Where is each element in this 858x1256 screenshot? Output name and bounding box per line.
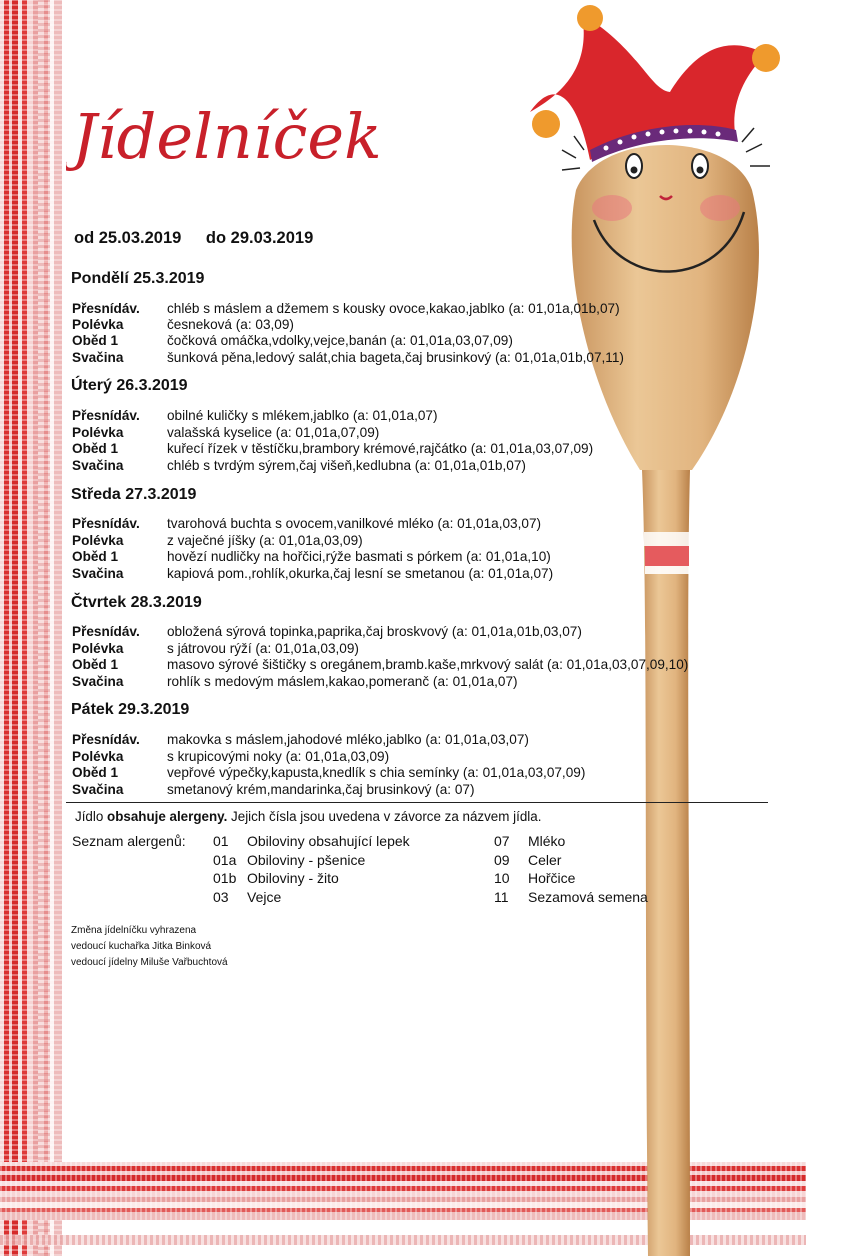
meal-row: [72, 458, 526, 474]
meal-row: [72, 333, 513, 349]
allergen-item: [494, 870, 575, 886]
meal-label: Polévka: [72, 317, 124, 332]
allergen-code: 10: [494, 870, 510, 886]
page-title-text: Jídelníček: [72, 100, 382, 173]
cheek-right: [700, 195, 740, 221]
day-title: Středa 27.3.2019: [71, 486, 197, 503]
meal-dish: rohlík s medovým máslem,kakao,pomeranč (a: 01,01a,07): [167, 674, 518, 689]
meal-dish: obilné kuličky s mlékem,jablko (a: 01,01a,07): [167, 408, 438, 423]
hat-bell-right: [752, 44, 780, 72]
allergen-item: [213, 852, 365, 868]
meal-label: Polévka: [72, 425, 124, 440]
day-title: Pátek 29.3.2019: [71, 701, 190, 718]
meal-label: Svačina: [72, 350, 124, 365]
meal-row: [72, 350, 624, 366]
meal-row: [72, 566, 553, 582]
handle-band-white: [644, 532, 690, 546]
footer-manager: vedoucí jídelny Miluše Vařbuchtová: [71, 957, 228, 968]
allergen-item: [213, 889, 281, 905]
allergen-code: 01: [213, 833, 229, 849]
allergen-item: [213, 870, 339, 886]
meal-dish: valašská kyselice (a: 01,01a,07,09): [167, 425, 380, 440]
meal-dish: vepřové výpečky,kapusta,knedlík s chia semínky (a: 01,01a,03,07,09): [167, 765, 586, 780]
meal-label: Přesnídáv.: [72, 301, 140, 316]
eye-right: [692, 154, 708, 178]
meal-dish: makovka s máslem,jahodové mléko,jablko (a: 01,01a,03,07): [167, 732, 529, 747]
meal-row: [72, 533, 363, 549]
allergen-note-bold: obsahuje alergeny.: [107, 809, 228, 824]
tablecloth-vertical-stripe: [0, 0, 62, 1256]
allergen-name: Sezamová semena: [528, 889, 648, 905]
spoon-handle: [642, 470, 690, 1256]
meal-dish: čočková omáčka,vdolky,vejce,banán (a: 01,01a,03,07,09): [167, 333, 513, 348]
meal-row: [72, 765, 585, 781]
day-title: Čtvrtek 28.3.2019: [71, 594, 202, 611]
meal-dish: smetanový krém,mandarinka,čaj brusinkový (a: 07): [167, 782, 475, 797]
meal-row: [72, 408, 438, 424]
meal-row: [72, 317, 294, 333]
meal-dish: s krupicovými noky (a: 01,01a,03,09): [167, 749, 390, 764]
meal-label: Přesnídáv.: [72, 408, 140, 423]
allergen-code: 09: [494, 852, 510, 868]
meal-label: Oběd 1: [72, 333, 119, 348]
meal-label: Svačina: [72, 458, 124, 473]
allergen-name: Celer: [528, 852, 562, 868]
day-title: Úterý 26.3.2019: [71, 377, 188, 394]
meal-row: [72, 549, 551, 565]
meal-row: [72, 732, 529, 748]
meal-row: [72, 624, 582, 640]
allergen-code: 11: [494, 889, 509, 905]
tablecloth-vertical-thread: [38, 0, 50, 1256]
page-title: [66, 78, 406, 188]
hat-bell-left: [532, 110, 560, 138]
meal-dish: obložená sýrová topinka,paprika,čaj broskvový (a: 01,01a,01b,03,07): [167, 624, 582, 639]
meal-label: Přesnídáv.: [72, 516, 140, 531]
meal-row: [72, 749, 389, 765]
meal-label: Oběd 1: [72, 441, 119, 456]
meal-row: [72, 425, 379, 441]
allergen-item: [494, 852, 561, 868]
meal-dish: tvarohová buchta s ovocem,vanilkové mléko (a: 01,01a,03,07): [167, 516, 542, 531]
allergen-code: 01b: [213, 870, 237, 886]
meal-label: Polévka: [72, 533, 124, 548]
meal-dish: z vaječné jíšky (a: 01,01a,03,09): [167, 533, 363, 548]
allergen-name: Hořčice: [528, 870, 576, 886]
meal-row: [72, 441, 593, 457]
allergens-label: Seznam alergenů:: [72, 833, 186, 849]
meal-dish: šunková pěna,ledový salát,chia bageta,čaj brusinkový (a: 01,01a,01b,07,11): [167, 350, 624, 365]
allergen-name: Obiloviny obsahující lepek: [247, 833, 410, 849]
date-to: do 29.03.2019: [205, 229, 314, 247]
meal-row: [72, 782, 475, 798]
allergen-name: Obiloviny - pšenice: [247, 852, 366, 868]
allergen-note: [75, 809, 541, 824]
allergen-item: [494, 889, 648, 905]
allergen-name: Mléko: [528, 833, 566, 849]
meal-label: Svačina: [72, 674, 124, 689]
meal-label: Polévka: [72, 641, 124, 656]
meal-dish: kapiová pom.,rohlík,okurka,čaj lesní se smetanou (a: 01,01a,07): [167, 566, 554, 581]
meal-dish: masovo sýrové šištičky s oregánem,bramb.kaše,mrkvový salát (a: 01,01a,03,07,09,10): [167, 657, 689, 672]
handle-band-red: [645, 546, 689, 566]
meal-dish: česneková (a: 03,09): [167, 317, 294, 332]
eye-left: [626, 154, 642, 178]
allergen-code: 03: [213, 889, 229, 905]
allergen-note-suffix: Jejich čísla jsou uvedena v závorce za názvem jídla.: [227, 809, 542, 824]
cheek-left: [592, 195, 632, 221]
meal-row: [72, 516, 541, 532]
footer-note: Změna jídelníčku vyhrazena: [71, 925, 197, 936]
meal-label: Přesnídáv.: [72, 732, 140, 747]
section-divider: [66, 802, 768, 803]
day-title: Pondělí 25.3.2019: [71, 270, 205, 287]
date-from: od 25.03.2019: [74, 229, 182, 247]
meal-row: [72, 641, 359, 657]
meal-row: [72, 301, 620, 317]
allergen-item: [494, 833, 565, 849]
allergen-code: 07: [494, 833, 510, 849]
meal-row: [72, 657, 688, 673]
allergen-item: [213, 833, 410, 849]
meal-label: Přesnídáv.: [72, 624, 140, 639]
meal-label: Svačina: [72, 566, 124, 581]
allergen-name: Vejce: [247, 889, 282, 905]
footer-cook: vedoucí kuchařka Jitka Binková: [71, 941, 212, 952]
date-range: [74, 229, 313, 248]
meal-dish: hovězí nudličky na hořčici,rýže basmati s pórkem (a: 01,01a,10): [167, 549, 551, 564]
meal-dish: kuřecí řízek v těstíčku,brambory krémové,rajčátko (a: 01,01a,03,07,09): [167, 441, 594, 456]
meal-label: Oběd 1: [72, 549, 119, 564]
allergen-name: Obiloviny - žito: [247, 870, 339, 886]
meal-label: Oběd 1: [72, 657, 119, 672]
meal-label: Oběd 1: [72, 765, 119, 780]
allergen-code: 01a: [213, 852, 237, 868]
meal-dish: chléb s tvrdým sýrem,čaj višeň,kedlubna (a: 01,01a,01b,07): [167, 458, 526, 473]
hat-bell-top: [577, 5, 603, 31]
meal-row: [72, 674, 518, 690]
allergen-note-prefix: Jídlo: [75, 809, 108, 824]
meal-dish: s játrovou rýží (a: 01,01a,03,09): [167, 641, 359, 656]
meal-label: Polévka: [72, 749, 124, 764]
meal-dish: chléb s máslem a džemem s kousky ovoce,kakao,jablko (a: 01,01a,01b,07): [167, 301, 620, 316]
meal-label: Svačina: [72, 782, 124, 797]
